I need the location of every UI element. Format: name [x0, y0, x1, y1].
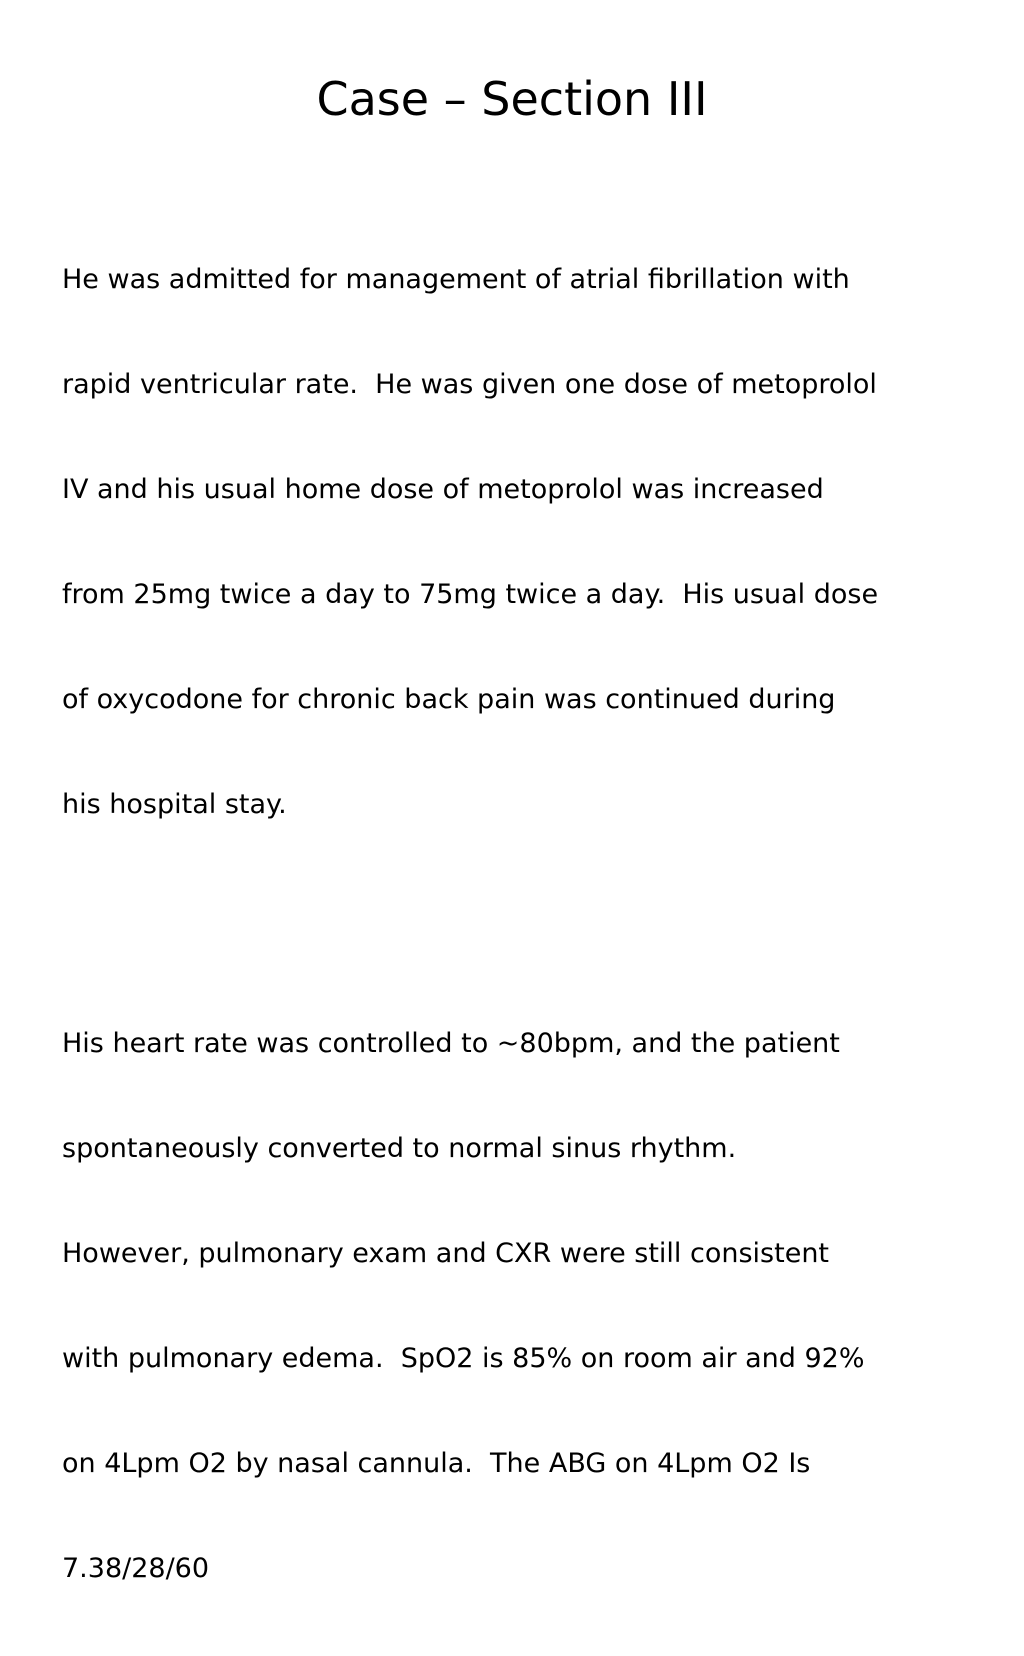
paragraph-line: IV and his usual home dose of metoprolol was increased: [62, 474, 824, 505]
paragraph-line: rapid ventricular rate. He was given one dose of metoprolol: [62, 369, 877, 400]
paragraph-line: However, pulmonary exam and CXR were still consistent: [62, 1238, 830, 1269]
paragraph-status: [62, 956, 972, 1656]
paragraph-line: from 25mg twice a day to 75mg twice a day. His usual dose: [62, 579, 879, 610]
paragraph-line: 7.38/28/60: [62, 1553, 210, 1584]
paragraph-admission: [62, 192, 972, 892]
paragraph-line: of oxycodone for chronic back pain was continued during: [62, 684, 836, 715]
paragraph-line: with pulmonary edema. SpO2 is 85% on room air and 92%: [62, 1343, 865, 1374]
paragraph-line: spontaneously converted to normal sinus rhythm.: [62, 1133, 737, 1164]
paragraph-line: on 4Lpm O2 by nasal cannula. The ABG on 4Lpm O2 Is: [62, 1448, 811, 1479]
slide-title: Case – Section III: [316, 72, 708, 126]
paragraph-line: his hospital stay.: [62, 789, 287, 820]
paragraph-line: His heart rate was controlled to ~80bpm, and the patient: [62, 1028, 840, 1059]
slide-body: [62, 192, 972, 1656]
paragraph-line: He was admitted for management of atrial fibrillation with: [62, 264, 850, 295]
